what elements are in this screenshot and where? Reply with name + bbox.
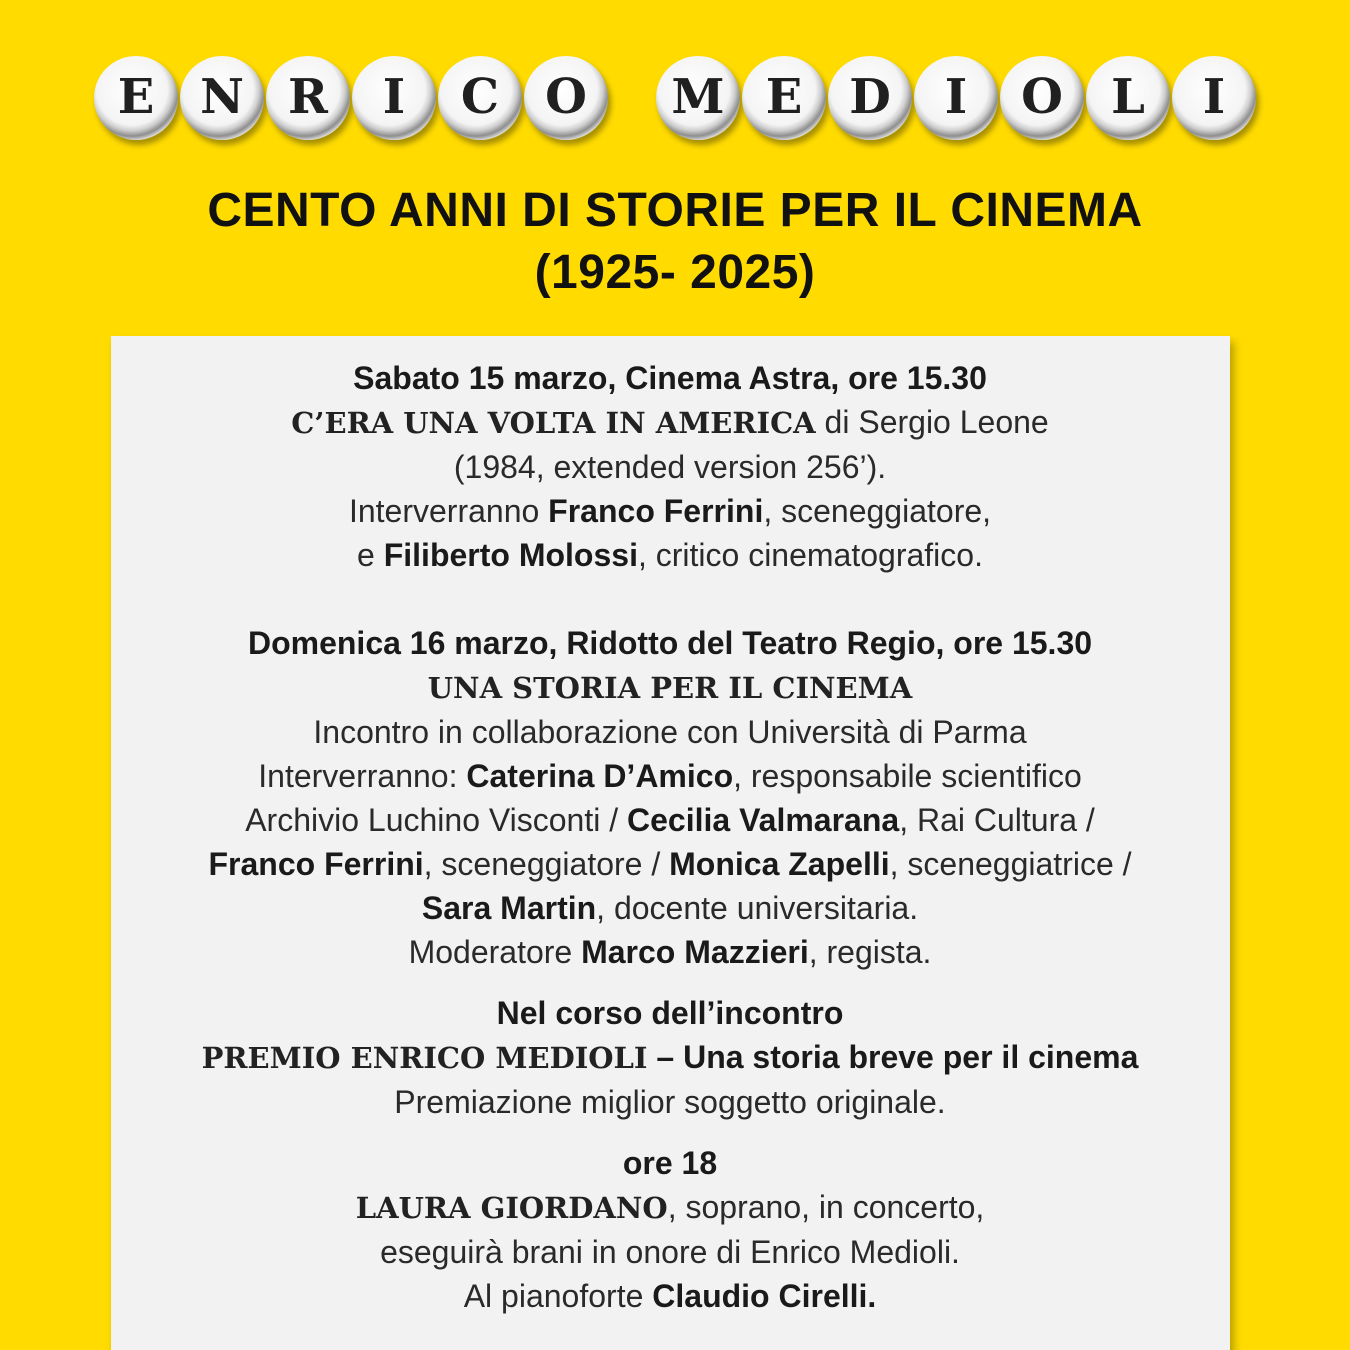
page-title: [0, 180, 1350, 304]
event1-speaker-1: Interverranno Franco Ferrini, sceneggiatore,: [348, 493, 992, 529]
typewriter-key: I: [914, 56, 998, 140]
spacer: [0, 1124, 1340, 1141]
event1-film-title: C’ERA UNA VOLTA IN AMERICA: [291, 406, 816, 440]
typewriter-key: L: [1086, 56, 1170, 140]
spacer: [0, 577, 1340, 621]
award-title: PREMIO ENRICO MEDIOLI – Una storia breve per il cinema: [201, 1039, 1139, 1075]
program-content: [0, 356, 1340, 1318]
typewriter-keys-title: [0, 56, 1350, 140]
concert-pianist: Al pianoforte Claudio Cirelli.: [463, 1278, 877, 1314]
typewriter-key: M: [656, 56, 740, 140]
typewriter-key: E: [742, 56, 826, 140]
event2-speakers-line-1: Interverranno: Caterina D’Amico, responsabile scientifico: [258, 758, 1082, 794]
event1-date: Sabato 15 marzo, Cinema Astra, ore 15.30: [353, 360, 987, 396]
typewriter-key: I: [352, 56, 436, 140]
typewriter-key: D: [828, 56, 912, 140]
title-line-1: CENTO ANNI DI STORIE PER IL CINEMA: [207, 184, 1143, 237]
concert-performer: LAURA GIORDANO, soprano, in concerto,: [355, 1189, 985, 1225]
event2-date: Domenica 16 marzo, Ridotto del Teatro Regio, ore 15.30: [247, 625, 1093, 661]
keys-word-enrico: [94, 56, 608, 140]
event1-speaker-2: e Filiberto Molossi, critico cinematografico.: [357, 537, 983, 573]
typewriter-key: R: [266, 56, 350, 140]
event2-title: UNA STORIA PER IL CINEMA: [427, 671, 913, 705]
typewriter-key: O: [1000, 56, 1084, 140]
award-intro: Nel corso dell’incontro: [496, 995, 844, 1031]
typewriter-key: C: [438, 56, 522, 140]
concert-desc: eseguirà brani in onore di Enrico Medioli.: [380, 1234, 960, 1270]
event2-collab: Incontro in collaborazione con Università di Parma: [313, 714, 1027, 750]
title-line-2: (1925- 2025): [534, 246, 816, 299]
event1-film: C’ERA UNA VOLTA IN AMERICA di Sergio Leone: [291, 404, 1049, 440]
typewriter-key: E: [94, 56, 178, 140]
event2-speakers-line-3: Franco Ferrini, sceneggiatore / Monica Zapelli, sceneggiatrice /: [208, 846, 1132, 882]
award-desc: Premiazione miglior soggetto originale.: [394, 1084, 946, 1120]
event2-speakers-line-2: Archivio Luchino Visconti / Cecilia Valmarana, Rai Cultura /: [245, 802, 1095, 838]
typewriter-key: O: [524, 56, 608, 140]
event1-film-info: (1984, extended version 256’).: [453, 449, 887, 485]
concert-time: ore 18: [622, 1145, 718, 1181]
spacer: [0, 974, 1340, 991]
event2-moderator: Moderatore Marco Mazzieri, regista.: [408, 934, 932, 970]
typewriter-key: N: [180, 56, 264, 140]
typewriter-key: I: [1172, 56, 1256, 140]
keys-word-medioli: [656, 56, 1256, 140]
event2-speakers-line-4: Sara Martin, docente universitaria.: [421, 890, 919, 926]
